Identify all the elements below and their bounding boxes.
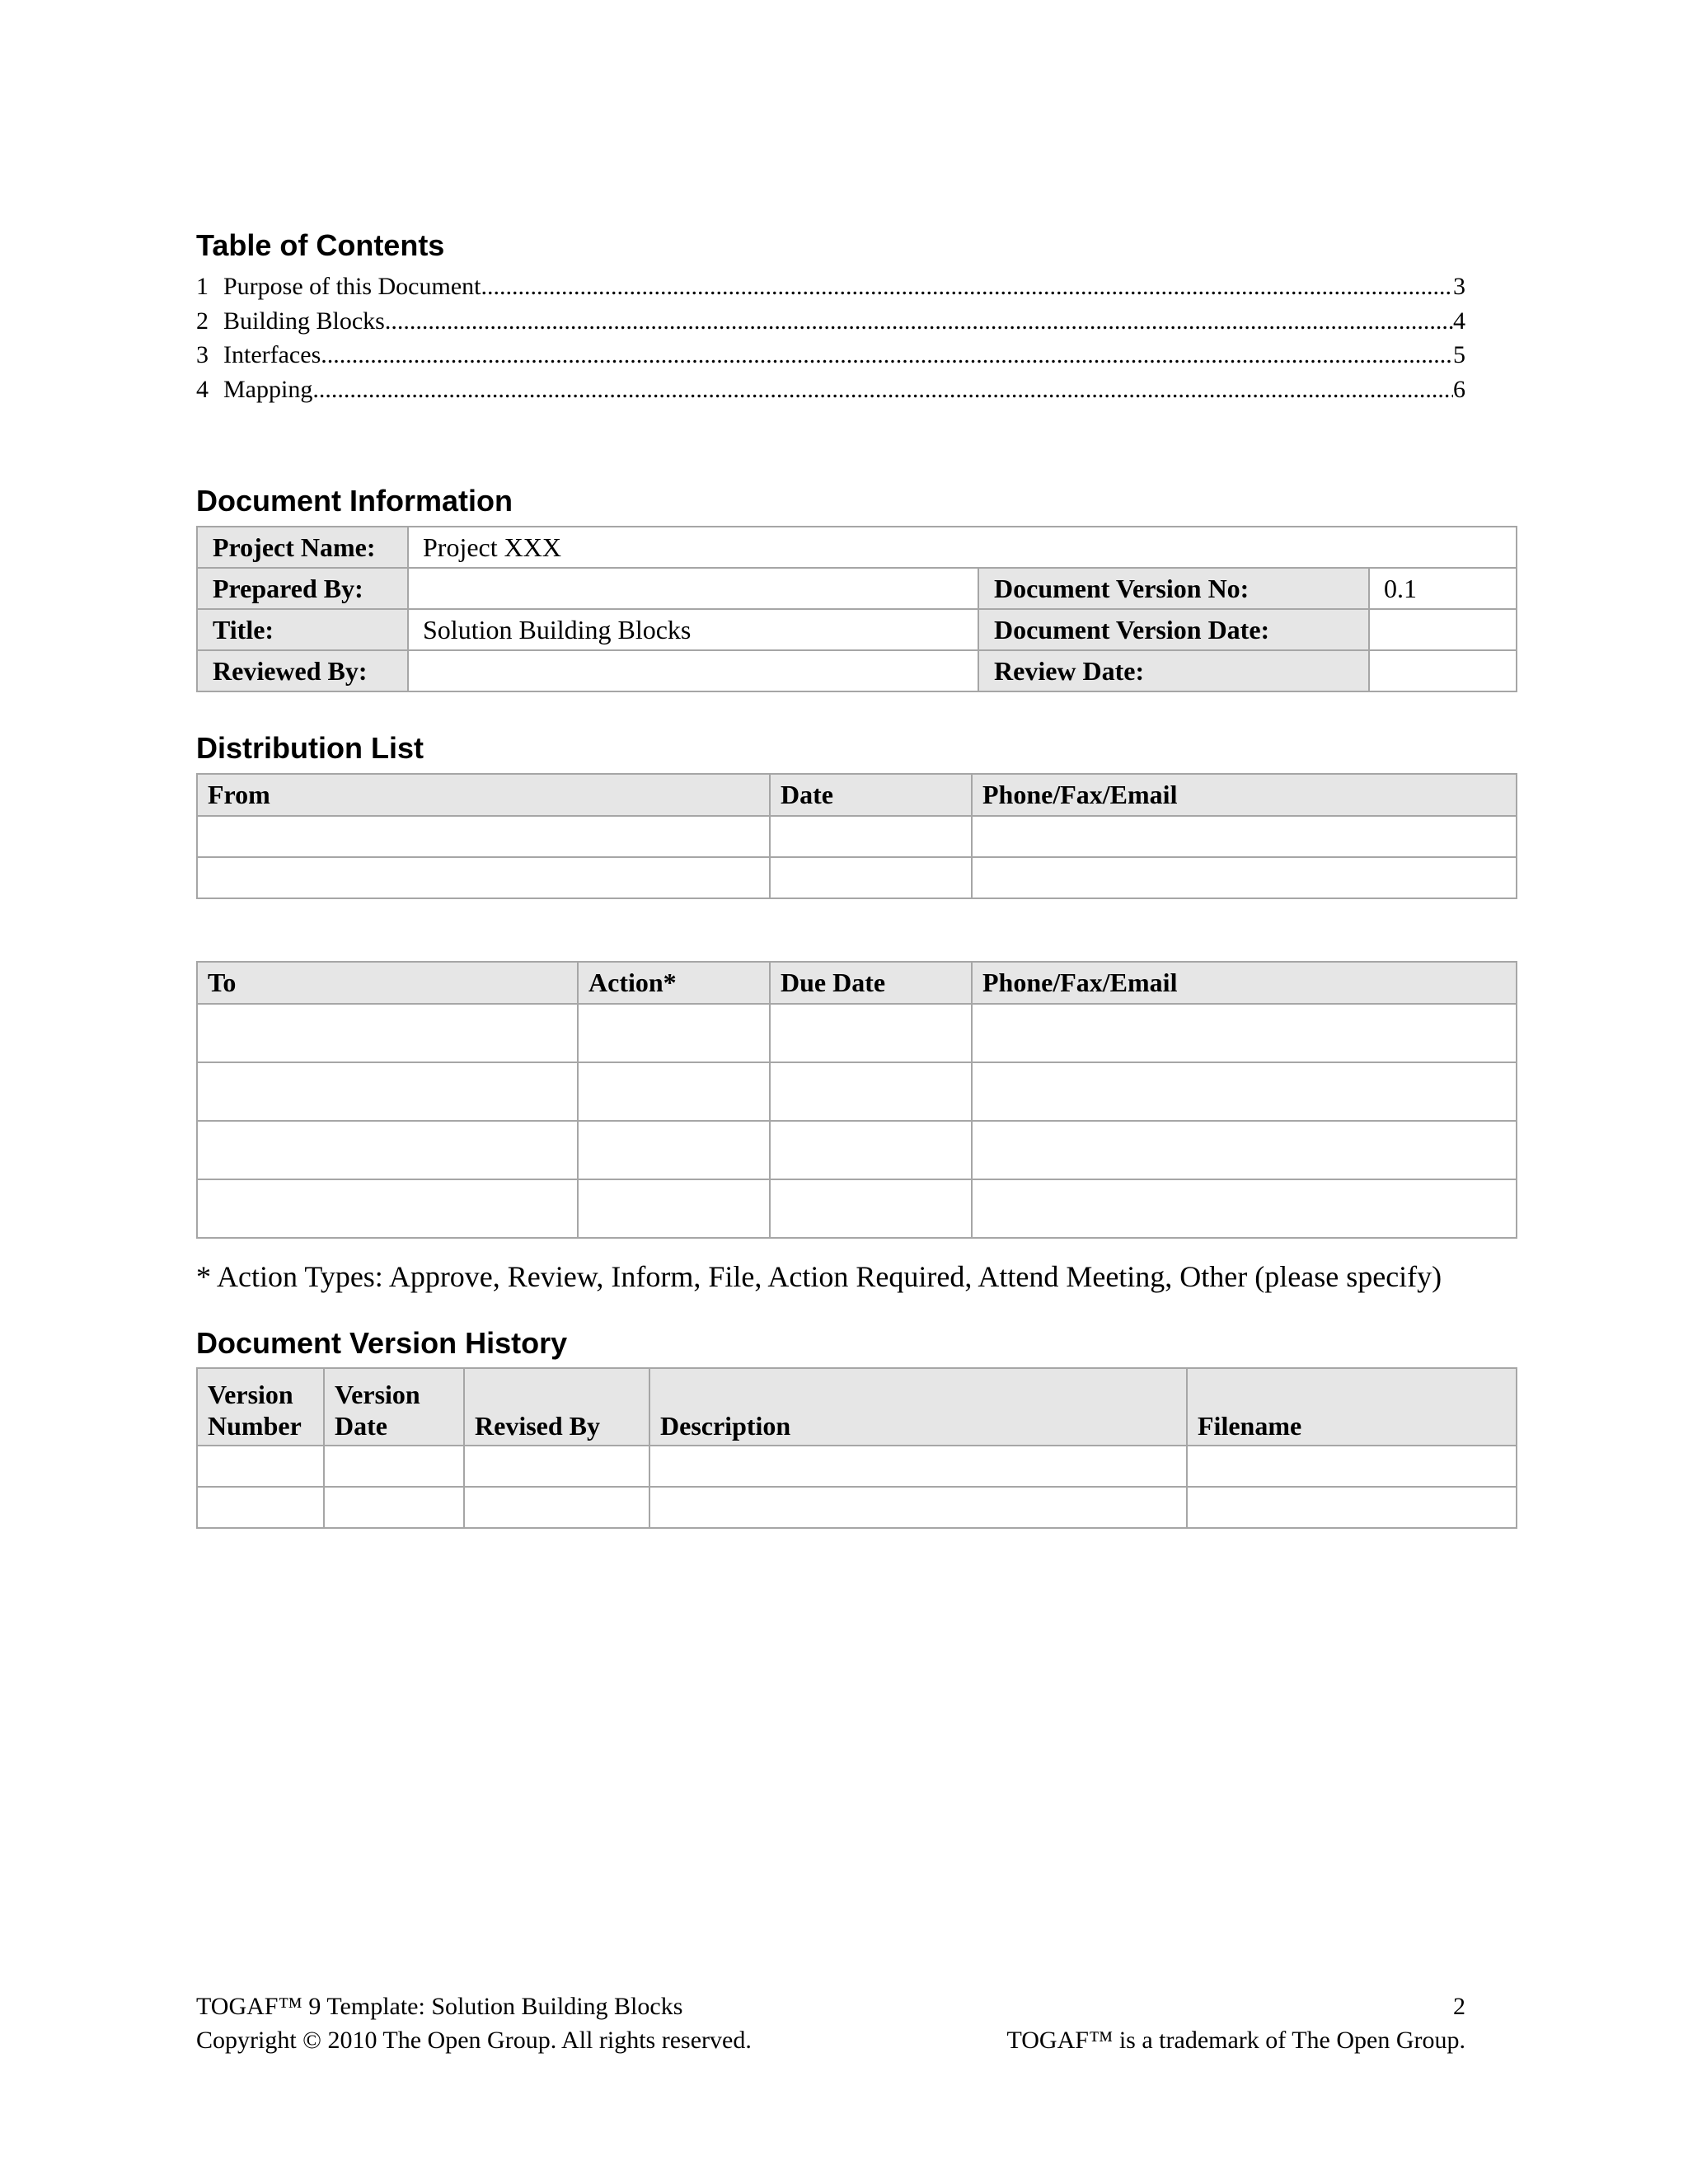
- version-history-table: [196, 1367, 1517, 1529]
- toc-entry-page: 5: [1453, 341, 1465, 368]
- toc-entry-number: 3: [196, 341, 209, 368]
- toc-entry-label: Interfaces: [223, 341, 321, 368]
- table-cell[interactable]: [197, 1179, 578, 1238]
- version-no-label: Document Version No:: [978, 568, 1369, 609]
- table-row: [197, 650, 1517, 691]
- table-cell[interactable]: [197, 1062, 578, 1121]
- footer-copyright: Copyright © 2010 The Open Group. All rights reserved.: [196, 2027, 752, 2054]
- toc-entry[interactable]: [196, 373, 1465, 407]
- table-cell[interactable]: [649, 1487, 1187, 1528]
- table-cell[interactable]: [972, 816, 1517, 857]
- table-cell[interactable]: [324, 1487, 464, 1528]
- toc-leader-dots: [481, 269, 1453, 304]
- table-row: [197, 1446, 1517, 1487]
- toc-entry-label: Building Blocks: [223, 307, 385, 335]
- version-date-value[interactable]: [1369, 609, 1517, 650]
- table-cell[interactable]: [197, 1446, 324, 1487]
- title-value[interactable]: Solution Building Blocks: [408, 609, 978, 650]
- footer-line-2: [196, 2027, 1465, 2055]
- table-cell[interactable]: [770, 1062, 972, 1121]
- table-row: [197, 816, 1517, 857]
- project-name-label: Project Name:: [197, 527, 408, 568]
- distribution-from-table: [196, 773, 1517, 899]
- prepared-by-value[interactable]: [408, 568, 978, 609]
- column-header: Action*: [578, 962, 770, 1004]
- table-cell[interactable]: [770, 1121, 972, 1179]
- table-cell[interactable]: [972, 1121, 1517, 1179]
- table-cell[interactable]: [197, 857, 770, 898]
- toc-leader-dots: [385, 304, 1453, 339]
- table-cell[interactable]: [464, 1446, 649, 1487]
- table-row: [197, 527, 1517, 568]
- column-header: Date: [770, 774, 972, 816]
- footer-template-title: TOGAF™ 9 Template: Solution Building Blocks: [196, 1993, 683, 2020]
- column-header: From: [197, 774, 770, 816]
- table-row: [197, 1062, 1517, 1121]
- table-header-row: [197, 1368, 1517, 1446]
- column-header: Due Date: [770, 962, 972, 1004]
- version-date-label: Document Version Date:: [978, 609, 1369, 650]
- table-header-row: [197, 774, 1517, 816]
- table-cell[interactable]: [197, 1487, 324, 1528]
- toc-entry-label: Mapping: [223, 375, 313, 403]
- page-number: 2: [1453, 1993, 1465, 2020]
- table-cell[interactable]: [1187, 1487, 1517, 1528]
- column-header: Version Number: [197, 1368, 324, 1446]
- footer-line-1: [196, 1993, 1465, 2021]
- table-cell[interactable]: [1187, 1446, 1517, 1487]
- column-header: Filename: [1187, 1368, 1517, 1446]
- table-cell[interactable]: [770, 816, 972, 857]
- column-header: Revised By: [464, 1368, 649, 1446]
- table-row: [197, 1179, 1517, 1238]
- reviewed-by-label: Reviewed By:: [197, 650, 408, 691]
- column-header: Version Date: [324, 1368, 464, 1446]
- distribution-to-table: [196, 961, 1517, 1239]
- title-label: Title:: [197, 609, 408, 650]
- prepared-by-label: Prepared By:: [197, 568, 408, 609]
- table-cell[interactable]: [649, 1446, 1187, 1487]
- toc-heading: Table of Contents: [196, 228, 445, 262]
- column-header: To: [197, 962, 578, 1004]
- table-cell[interactable]: [197, 816, 770, 857]
- table-row: [197, 1121, 1517, 1179]
- toc-entry-number: 4: [196, 375, 209, 403]
- table-cell[interactable]: [972, 1062, 1517, 1121]
- footer-trademark: TOGAF™ is a trademark of The Open Group.: [1006, 2027, 1465, 2054]
- column-header: Description: [649, 1368, 1187, 1446]
- document-information-heading: Document Information: [196, 484, 513, 518]
- table-row: [197, 1004, 1517, 1062]
- table-cell[interactable]: [324, 1446, 464, 1487]
- toc-entry[interactable]: [196, 338, 1465, 373]
- version-no-value[interactable]: 0.1: [1369, 568, 1517, 609]
- table-row: [197, 1487, 1517, 1528]
- project-name-value[interactable]: Project XXX: [408, 527, 1517, 568]
- table-cell[interactable]: [972, 1179, 1517, 1238]
- reviewed-by-value[interactable]: [408, 650, 978, 691]
- table-cell[interactable]: [578, 1062, 770, 1121]
- toc-entry-page: 3: [1453, 273, 1465, 300]
- version-history-heading: Document Version History: [196, 1326, 568, 1360]
- distribution-list-heading: Distribution List: [196, 731, 424, 765]
- document-information-table: [196, 526, 1517, 692]
- toc-entry-label: Purpose of this Document: [223, 273, 481, 300]
- table-cell[interactable]: [197, 1121, 578, 1179]
- table-row: [197, 609, 1517, 650]
- toc-entry-page: 6: [1453, 375, 1465, 403]
- review-date-label: Review Date:: [978, 650, 1369, 691]
- table-cell[interactable]: [770, 1004, 972, 1062]
- toc-entry-number: 1: [196, 273, 209, 300]
- toc-entry-number: 2: [196, 307, 209, 335]
- table-header-row: [197, 962, 1517, 1004]
- table-cell[interactable]: [578, 1121, 770, 1179]
- table-cell[interactable]: [972, 1004, 1517, 1062]
- table-cell[interactable]: [197, 1004, 578, 1062]
- toc-leader-dots: [312, 373, 1453, 407]
- table-cell[interactable]: [972, 857, 1517, 898]
- toc-entry[interactable]: [196, 304, 1465, 339]
- table-cell[interactable]: [578, 1004, 770, 1062]
- table-cell[interactable]: [578, 1179, 770, 1238]
- table-row: [197, 568, 1517, 609]
- review-date-value[interactable]: [1369, 650, 1517, 691]
- table-cell[interactable]: [464, 1487, 649, 1528]
- table-row: [197, 857, 1517, 898]
- toc-entry[interactable]: [196, 269, 1465, 304]
- table-of-contents: [196, 269, 1465, 406]
- toc-leader-dots: [321, 338, 1453, 373]
- column-header: Phone/Fax/Email: [972, 774, 1517, 816]
- table-cell[interactable]: [770, 1179, 972, 1238]
- toc-entry-page: 4: [1453, 307, 1465, 335]
- table-cell[interactable]: [770, 857, 972, 898]
- column-header: Phone/Fax/Email: [972, 962, 1517, 1004]
- action-types-note: * Action Types: Approve, Review, Inform, File, Action Required, Attend Meeting, Other (please specify): [196, 1260, 1442, 1293]
